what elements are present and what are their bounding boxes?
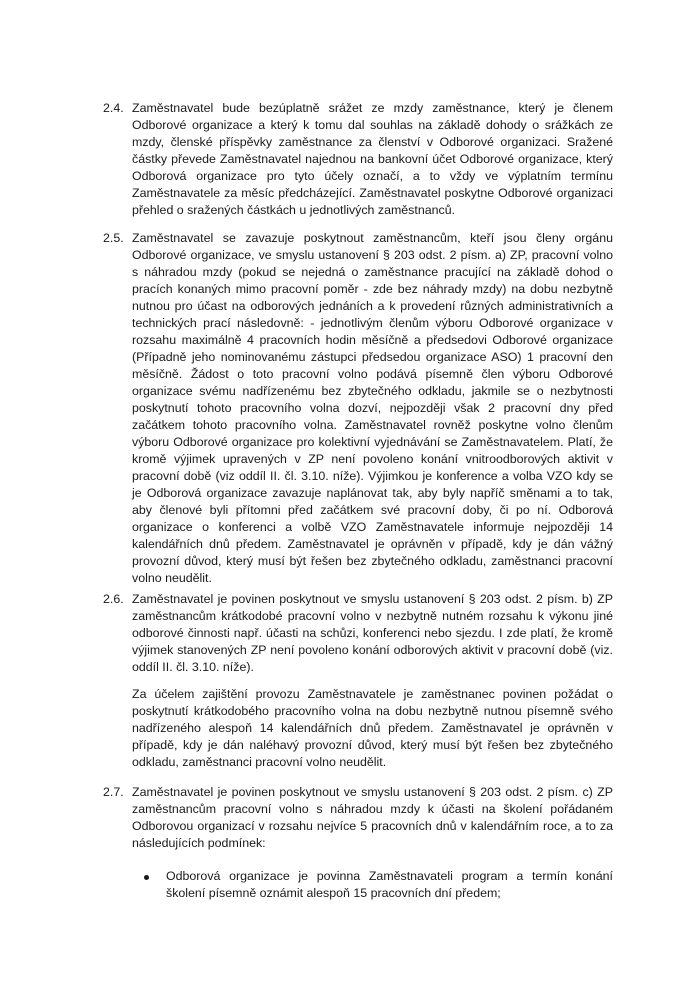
section-number: 2.5. <box>103 231 124 245</box>
bullet-dot-icon <box>144 875 149 880</box>
section-number: 2.6. <box>103 592 124 606</box>
section-number: 2.4. <box>103 101 124 115</box>
section-paragraph: Zaměstnavatel bude bezúplatně srážet ze mzdy zaměstnance, který je členem Odborové organizace a který k tomu dal souhlas na základě dohody o srážkách ze mzdy, členské příspěvky zaměstnance za členství v Odborové organizaci. Sražené částky převede Zaměstnavatel najednou na bankovní účet Odborové organizace, který Odborová organizace pro tyto účely označí, a to vždy ve výplatním termínu Zaměstnavatele za měsíc předcházející. Zaměstnavatel poskytne Odborové organizaci přehled o sražených částkách u jednotlivých zaměstnanců. <box>132 101 613 217</box>
section-paragraph: Zaměstnavatel je povinen poskytnout ve smyslu ustanovení § 203 odst. 2 písm. b) ZP zaměstnancům krátkodobé pracovní volno v nezbytně nutném rozsahu k výkonu jiné odborové činnosti např. účasti na schůzi, konferenci nebo sjezdu. I zde platí, že kromě výjimek stanovených ZP není povoleno konání odborových aktivit v pracovní době (viz. oddíl II. čl. 3.10. níže). <box>132 592 613 674</box>
section-paragraph: Zaměstnavatel se zavazuje poskytnout zaměstnancům, kteří jsou členy orgánu Odborové organizace, ve smyslu ustanovení § 203 odst. 2 písm. a) ZP, pracovní volno s náhradou mzdy (pokud se nejedná o zaměstnance pracující na základě dohod o pracích konaných mimo pracovní poměr - zde bez náhrady mzdy) na dobu nezbytně nutnou pro účast na odborových jednáních a k provedení různých administrativních a technických prací následovně: - jednotlivým členům výboru Odborové organizace v rozsahu maximálně 4 pracovních hodin měsíčně a předsedovi Odborové organizace (Případně jeho nominovanému zástupci předsedou organizace ASO) 1 pracovní den měsíčně. Žádost o toto pracovní volno podává písemně člen výboru Odborové organizace svému nadřízenému bez zbytečného odkladu, jakmile se o nezbytnosti poskytnutí tohoto pracovního volna dozví, nejpozději však 2 pracovní dny před začátkem tohoto pracovního volna. Zaměstnavatel rovněž poskytne volno členům výboru Odborové organizace pro kolektivní vyjednávání se Zaměstnavatelem. Platí, že kromě výjimek upravených v ZP není povoleno konání vnitroodborových aktivit v pracovní době (viz oddíl II. čl. 3.10. níže). Výjimkou je konference a volba VZO kdy se je Odborová organizace zavazuje naplánovat tak, aby byly napříč směnami a to tak, aby členové byli přítomni před začátkem své pracovní doby, či po ní. Odborová organizace o konferenci a volbě VZO Zaměstnavatele informuje nejpozději 14 kalendářních dnů předem. Zaměstnavatel je oprávněn v případě, kdy je dán vážný provozní důvod, který musí být řešen bez zbytečného odkladu, zaměstnanci pracovní volno neudělit. <box>132 231 613 585</box>
section-paragraph: Za účelem zajištění provozu Zaměstnavatele je zaměstnanec povinen požádat o poskytnutí krátkodobého pracovního volna na dobu nezbytně nutnou písemně svého nadřízeného alespoň 14 kalendářních dnů předem. Zaměstnavatel je oprávněn v případě, kdy je dán naléhavý provozní důvod, který musí být řešen bez zbytečného odkladu, zaměstnanci pracovní volno neudělit. <box>132 687 613 769</box>
list-item: Odborová organizace je povinna Zaměstnavateli program a termín konání školení písemně oznámit alespoň 15 pracovních dní předem; <box>166 869 613 900</box>
section-paragraph: Zaměstnavatel je povinen poskytnout ve smyslu ustanovení § 203 odst. 2 písm. c) ZP zaměstnancům pracovní volno s náhradou mzdy k účasti na školení pořádaném Odborovou organizací v rozsahu nejvíce 5 pracovních dnů v kalendářním roce, a to za následujících podmínek: <box>132 785 613 850</box>
section-number: 2.7. <box>103 785 124 799</box>
